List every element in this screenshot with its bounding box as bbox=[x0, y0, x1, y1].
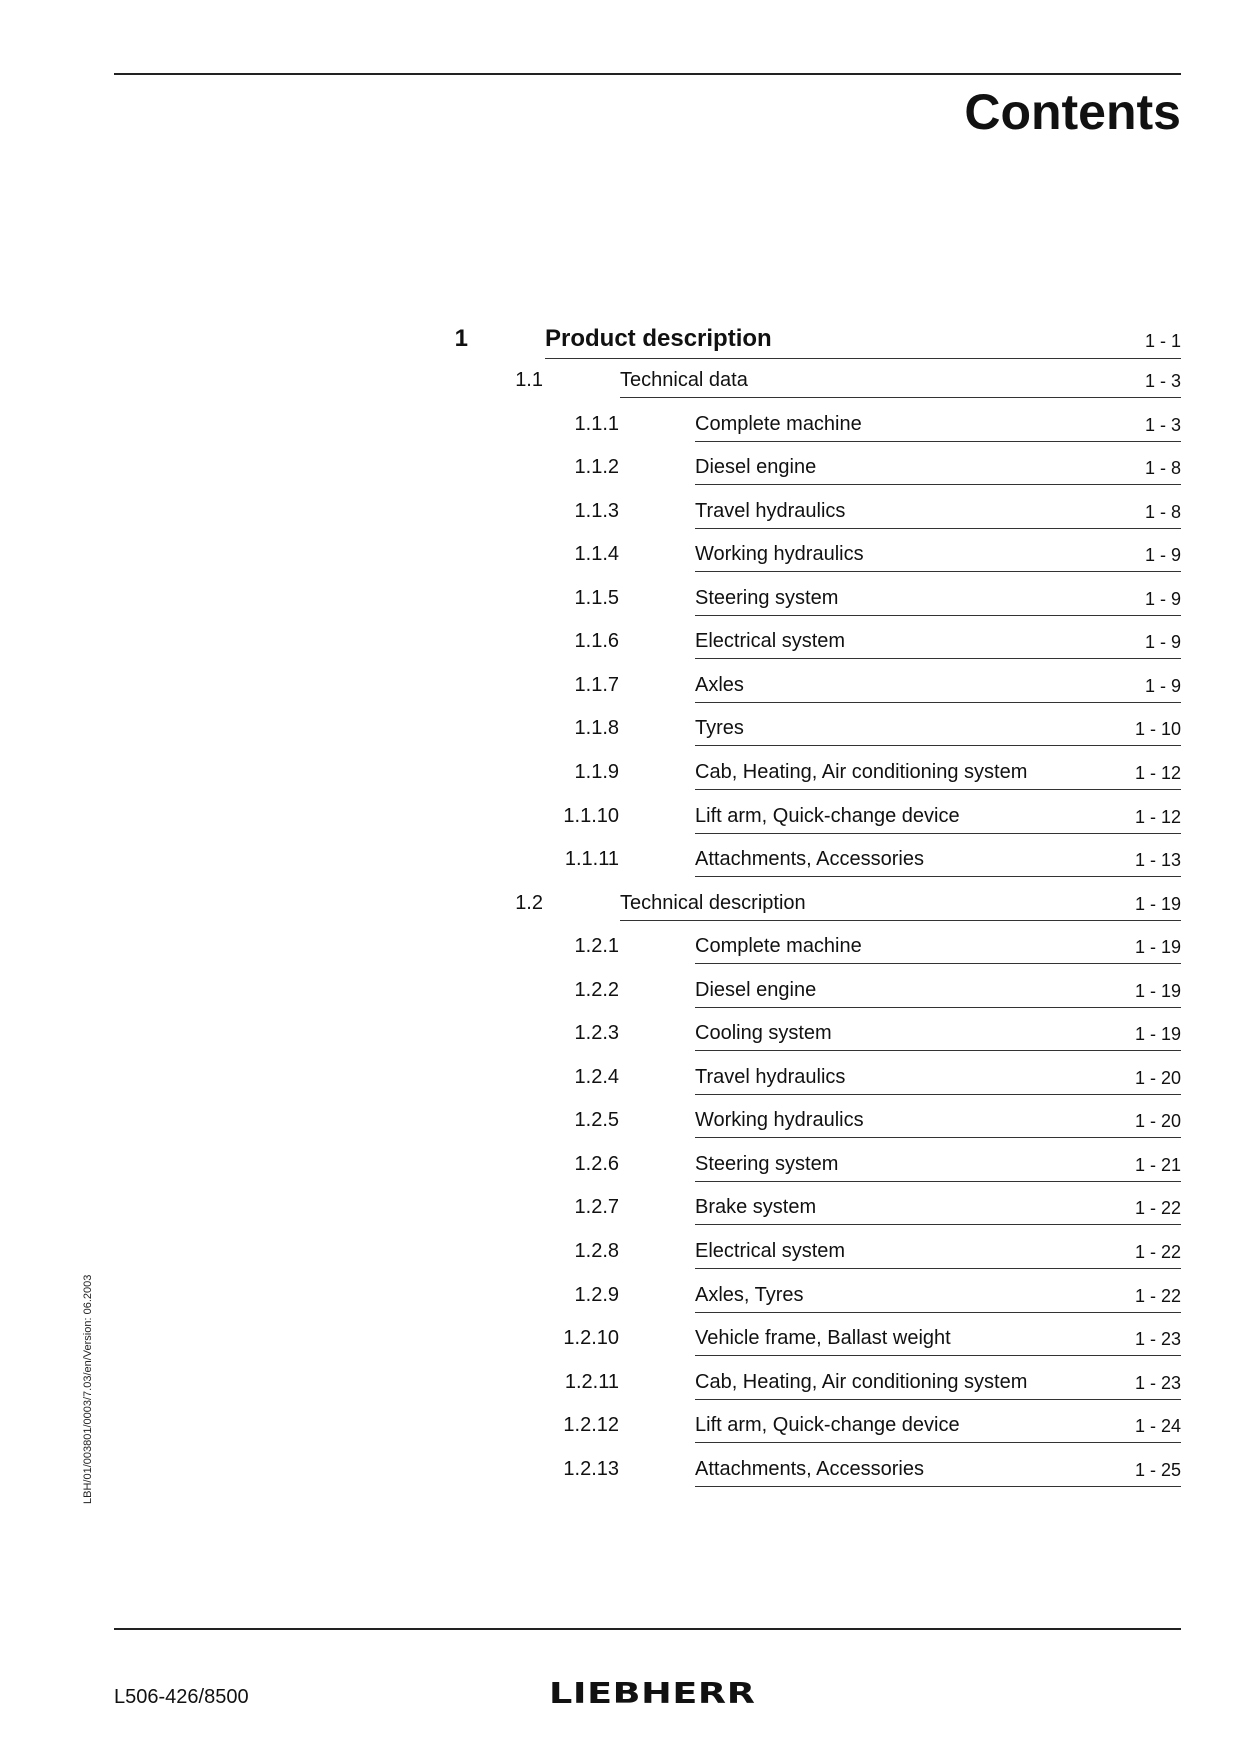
toc-entry-page: 1 - 8 bbox=[1144, 458, 1181, 479]
toc-entry-title[interactable]: Product description bbox=[545, 325, 772, 352]
toc-entry-title[interactable]: Electrical system bbox=[695, 630, 846, 653]
toc-entry-title[interactable]: Working hydraulics bbox=[695, 543, 864, 566]
toc-entry-title[interactable]: Vehicle frame, Ballast weight bbox=[695, 1327, 951, 1350]
toc-entry-number: 1.1.4 bbox=[574, 543, 619, 566]
document-version-note: LBH/01/003801/0003/7.03/en/Version: 06.2003 bbox=[82, 1274, 94, 1504]
toc-entry-underline bbox=[695, 1355, 1181, 1356]
toc-entry-page: 1 - 3 bbox=[1144, 414, 1181, 435]
toc-entry-underline bbox=[695, 571, 1181, 572]
toc-entry-title[interactable]: Working hydraulics bbox=[695, 1109, 864, 1132]
toc-entry-underline bbox=[695, 1050, 1181, 1051]
toc-entry-page: 1 - 9 bbox=[1144, 675, 1181, 696]
toc-entry-underline bbox=[695, 833, 1181, 834]
toc-entry-page: 1 - 19 bbox=[1134, 980, 1181, 1001]
toc-entry-title[interactable]: Travel hydraulics bbox=[695, 1065, 846, 1088]
toc-entry-title[interactable]: Axles, Tyres bbox=[695, 1283, 804, 1306]
toc-entry-number: 1.2.11 bbox=[564, 1370, 619, 1393]
toc-entry-number: 1.2.9 bbox=[574, 1283, 619, 1306]
toc-entry-title[interactable]: Cab, Heating, Air conditioning system bbox=[695, 1370, 1028, 1393]
toc-entry-underline bbox=[695, 702, 1181, 703]
toc-entry-title[interactable]: Brake system bbox=[695, 1196, 817, 1219]
toc-entry-number: 1.2.6 bbox=[574, 1152, 619, 1175]
toc-entry-title[interactable]: Attachments, Accessories bbox=[695, 848, 924, 871]
toc-entry-page: 1 - 8 bbox=[1144, 501, 1181, 522]
toc-entry-title[interactable]: Diesel engine bbox=[695, 456, 817, 479]
toc-entry-number: 1.2.4 bbox=[574, 1065, 619, 1088]
toc-entry-underline bbox=[545, 358, 1181, 359]
toc-entry-underline bbox=[695, 1224, 1181, 1225]
toc-entry-title[interactable]: Complete machine bbox=[695, 412, 862, 435]
toc-entry-page: 1 - 25 bbox=[1134, 1459, 1181, 1480]
toc-entry-number: 1.2.1 bbox=[574, 935, 619, 958]
toc-entry-underline bbox=[695, 1268, 1181, 1269]
toc-entry-number: 1.2 bbox=[515, 891, 543, 914]
toc-entry-page: 1 - 23 bbox=[1134, 1372, 1181, 1393]
toc-entry-page: 1 - 9 bbox=[1144, 632, 1181, 653]
toc-entry-title[interactable]: Axles bbox=[695, 673, 744, 696]
toc-entry-number: 1.1.6 bbox=[574, 630, 619, 653]
toc-entry-title[interactable]: Cab, Heating, Air conditioning system bbox=[695, 760, 1028, 783]
toc-entry-number: 1.2.10 bbox=[563, 1327, 619, 1350]
toc-entry-underline bbox=[695, 789, 1181, 790]
toc-entry-title[interactable]: Technical description bbox=[620, 891, 806, 914]
toc-entry-title[interactable]: Steering system bbox=[695, 1152, 839, 1175]
toc-entry-title[interactable]: Complete machine bbox=[695, 935, 862, 958]
toc-entry-title[interactable]: Travel hydraulics bbox=[695, 499, 846, 522]
toc-entry-number: 1.2.5 bbox=[574, 1109, 619, 1132]
toc-entry-number: 1.1.1 bbox=[574, 412, 619, 435]
toc-entry-page: 1 - 20 bbox=[1134, 1111, 1181, 1132]
toc-entry-underline bbox=[695, 615, 1181, 616]
toc-entry-underline bbox=[695, 484, 1181, 485]
toc-entry-page: 1 - 19 bbox=[1134, 937, 1181, 958]
toc-entry-number: 1.1.8 bbox=[574, 717, 619, 740]
toc-entry-underline bbox=[695, 876, 1181, 877]
toc-entry-title[interactable]: Cooling system bbox=[695, 1022, 832, 1045]
toc-entry-number: 1.1.11 bbox=[564, 848, 619, 871]
toc-entry-number: 1.1.5 bbox=[574, 586, 619, 609]
toc-entry-page: 1 - 13 bbox=[1134, 850, 1181, 871]
toc-entry-underline bbox=[695, 528, 1181, 529]
toc-entry-number: 1.1.7 bbox=[574, 673, 619, 696]
toc-entry-number: 1.1.2 bbox=[574, 456, 619, 479]
toc-entry-page: 1 - 12 bbox=[1134, 762, 1181, 783]
toc-entry-page: 1 - 22 bbox=[1134, 1198, 1181, 1219]
toc-entry-number: 1.2.2 bbox=[574, 978, 619, 1001]
toc-entry-title[interactable]: Lift arm, Quick-change device bbox=[695, 804, 960, 827]
toc-entry-page: 1 - 3 bbox=[1144, 371, 1181, 391]
toc-entry-underline bbox=[620, 920, 1181, 921]
page-title: Contents bbox=[964, 84, 1181, 140]
toc-entry-page: 1 - 9 bbox=[1144, 588, 1181, 609]
toc-entry-number: 1.1.9 bbox=[574, 760, 619, 783]
toc-entry-number: 1.2.3 bbox=[574, 1022, 619, 1045]
toc-entry-title[interactable]: Technical data bbox=[620, 369, 748, 391]
toc-entry-underline bbox=[695, 1094, 1181, 1095]
toc-entry-page: 1 - 1 bbox=[1144, 331, 1181, 351]
toc-entry-title[interactable]: Lift arm, Quick-change device bbox=[695, 1414, 960, 1437]
toc-entry-underline bbox=[695, 1442, 1181, 1443]
toc-entry-underline bbox=[695, 658, 1181, 659]
toc-entry-underline bbox=[620, 397, 1181, 398]
toc-entry-underline bbox=[695, 745, 1181, 746]
toc-entry-page: 1 - 22 bbox=[1134, 1285, 1181, 1306]
toc-entry-page: 1 - 22 bbox=[1134, 1242, 1181, 1262]
toc-entry-underline bbox=[695, 1486, 1181, 1487]
document-code: L506-426/8500 bbox=[114, 1686, 249, 1708]
toc-entry-title[interactable]: Electrical system bbox=[695, 1240, 846, 1262]
liebherr-logo: LIEBHERR bbox=[549, 1677, 756, 1711]
toc-entry-underline bbox=[695, 441, 1181, 442]
toc-entry-title[interactable]: Steering system bbox=[695, 586, 839, 609]
toc-entry-underline bbox=[695, 963, 1181, 964]
toc-entry-page: 1 - 20 bbox=[1134, 1067, 1181, 1088]
toc-entry-page: 1 - 19 bbox=[1134, 1024, 1181, 1045]
toc-entry-page: 1 - 10 bbox=[1134, 719, 1181, 740]
toc-entry-title[interactable]: Tyres bbox=[695, 717, 744, 740]
toc-entry-number: 1.2.8 bbox=[574, 1240, 619, 1262]
toc-entry-underline bbox=[695, 1181, 1181, 1182]
toc-entry-page: 1 - 9 bbox=[1144, 545, 1181, 566]
toc-entry-title[interactable]: Diesel engine bbox=[695, 978, 817, 1001]
toc-entry-underline bbox=[695, 1399, 1181, 1400]
toc-entry-underline bbox=[695, 1312, 1181, 1313]
toc-entry-underline bbox=[695, 1137, 1181, 1138]
toc-entry-page: 1 - 23 bbox=[1134, 1329, 1181, 1350]
toc-entry-number: 1.2.12 bbox=[563, 1414, 619, 1437]
toc-entry-underline bbox=[695, 1007, 1181, 1008]
toc-entry-number: 1.1.10 bbox=[563, 804, 619, 827]
toc-entry-title[interactable]: Attachments, Accessories bbox=[695, 1457, 924, 1480]
toc-entry-number: 1.1 bbox=[515, 369, 543, 391]
toc-entry-number: 1.1.3 bbox=[574, 499, 619, 522]
toc-entry-page: 1 - 19 bbox=[1134, 893, 1181, 914]
toc-entry-page: 1 - 12 bbox=[1134, 806, 1181, 827]
toc-entry-number: 1.2.13 bbox=[563, 1457, 619, 1480]
toc-entry-number: 1 bbox=[454, 325, 468, 352]
footer-rule bbox=[114, 1628, 1181, 1630]
toc-entry-page: 1 - 24 bbox=[1134, 1416, 1181, 1437]
toc-entry-page: 1 - 21 bbox=[1134, 1154, 1181, 1175]
toc-entry-number: 1.2.7 bbox=[574, 1196, 619, 1219]
